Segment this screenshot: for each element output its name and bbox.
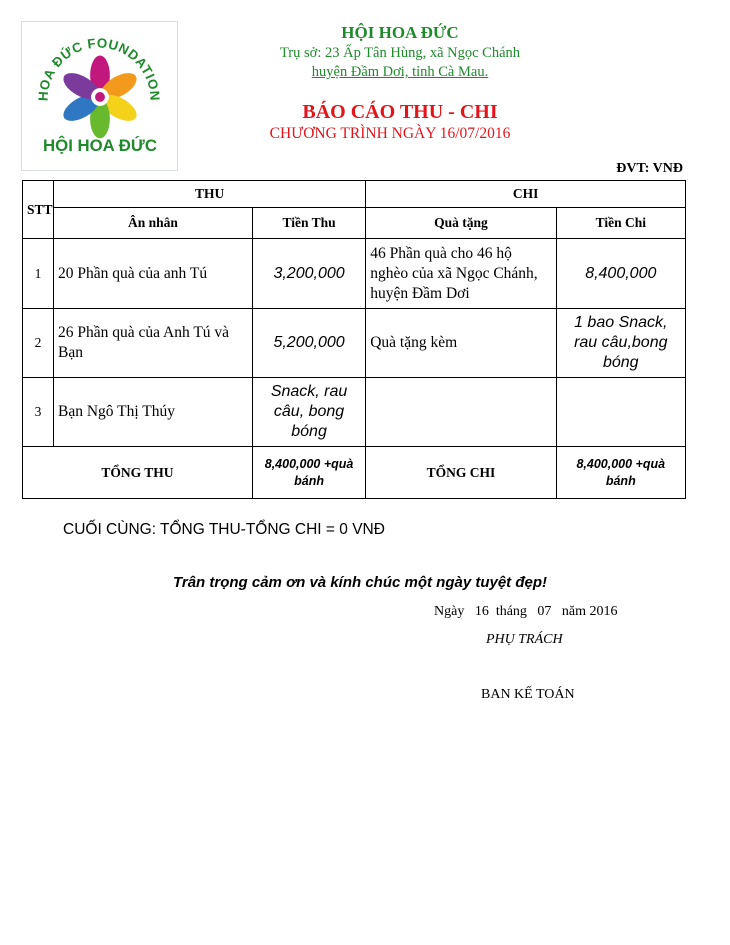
total-thu-value: 8,400,000 +quà bánh [252, 447, 365, 499]
row-qua-tang [366, 378, 556, 447]
row-tien-thu: 3,200,000 [252, 239, 365, 309]
row-an-nhan: Bạn Ngô Thị Thúy [54, 378, 253, 447]
address-line-1: Trụ sở: 23 Ấp Tân Hùng, xã Ngọc Chánh [279, 45, 521, 61]
report-title: BÁO CÁO THU - CHI [302, 101, 498, 123]
row-tien-thu: 5,200,000 [252, 309, 365, 378]
row-tien-chi: 8,400,000 [556, 239, 685, 309]
col-header-tien-chi: Tiền Chi [556, 208, 685, 239]
table-row [23, 309, 686, 378]
col-header-an-nhan: Ân nhân [54, 208, 253, 239]
flower-emblem-icon [22, 22, 177, 170]
row-stt: 2 [23, 309, 54, 378]
address-line-2-text: huyện Đầm Dơi, tỉnh Cà Mau. [311, 64, 489, 80]
col-header-stt: STT [23, 181, 54, 239]
row-an-nhan: 20 Phần quà của anh Tú [54, 239, 253, 309]
logo-bottom-text: HỘI HOA ĐỨC [43, 136, 157, 156]
table-header-row [23, 208, 686, 239]
address-line-2 [250, 64, 550, 81]
table-row [23, 239, 686, 309]
logo-arc-text: HOA ĐỨC FOUNDATION [35, 35, 163, 102]
row-tien-chi [556, 378, 685, 447]
foundation-logo [21, 21, 178, 171]
row-an-nhan: 26 Phần quà của Anh Tú và Bạn [54, 309, 253, 378]
row-qua-tang: 46 Phần quà cho 46 hộ nghèo của xã Ngọc Chánh, huyện Đầm Dơi [366, 239, 556, 309]
row-stt: 1 [23, 239, 54, 309]
col-header-tien-thu: Tiền Thu [252, 208, 365, 239]
total-chi-label: TỔNG CHI [366, 447, 556, 499]
col-header-qua-tang: Quà tặng [366, 208, 556, 239]
total-thu-label: TỔNG THU [23, 447, 253, 499]
row-tien-chi: 1 bao Snack, rau câu,bong bóng [556, 309, 685, 378]
group-header-thu: THU [54, 181, 366, 208]
row-tien-thu: Snack, rau câu, bong bóng [252, 378, 365, 447]
row-stt: 3 [23, 378, 54, 447]
final-balance: CUỐI CÙNG: TỔNG THU-TỔNG CHI = 0 VNĐ [63, 521, 385, 538]
table-group-header-row [23, 181, 686, 208]
signature-department: BAN KẾ TOÁN [481, 687, 575, 702]
table-row [23, 378, 686, 447]
date-line: Ngày 16 tháng 07 năm 2016 [434, 604, 618, 619]
total-chi-value: 8,400,000 +quà bánh [556, 447, 685, 499]
currency-unit: ĐVT: VNĐ [616, 161, 683, 176]
thanks-message: Trân trọng cảm ơn và kính chúc một ngày tuyệt đẹp! [172, 574, 548, 591]
org-name: HỘI HOA ĐỨC [341, 23, 459, 42]
row-qua-tang: Quà tặng kèm [366, 309, 556, 378]
table-total-row [23, 447, 686, 499]
report-subtitle: CHƯƠNG TRÌNH NGÀY 16/07/2016 [269, 125, 511, 142]
signature-role: PHỤ TRÁCH [486, 632, 563, 647]
income-expense-table [22, 180, 686, 499]
group-header-chi: CHI [366, 181, 686, 208]
